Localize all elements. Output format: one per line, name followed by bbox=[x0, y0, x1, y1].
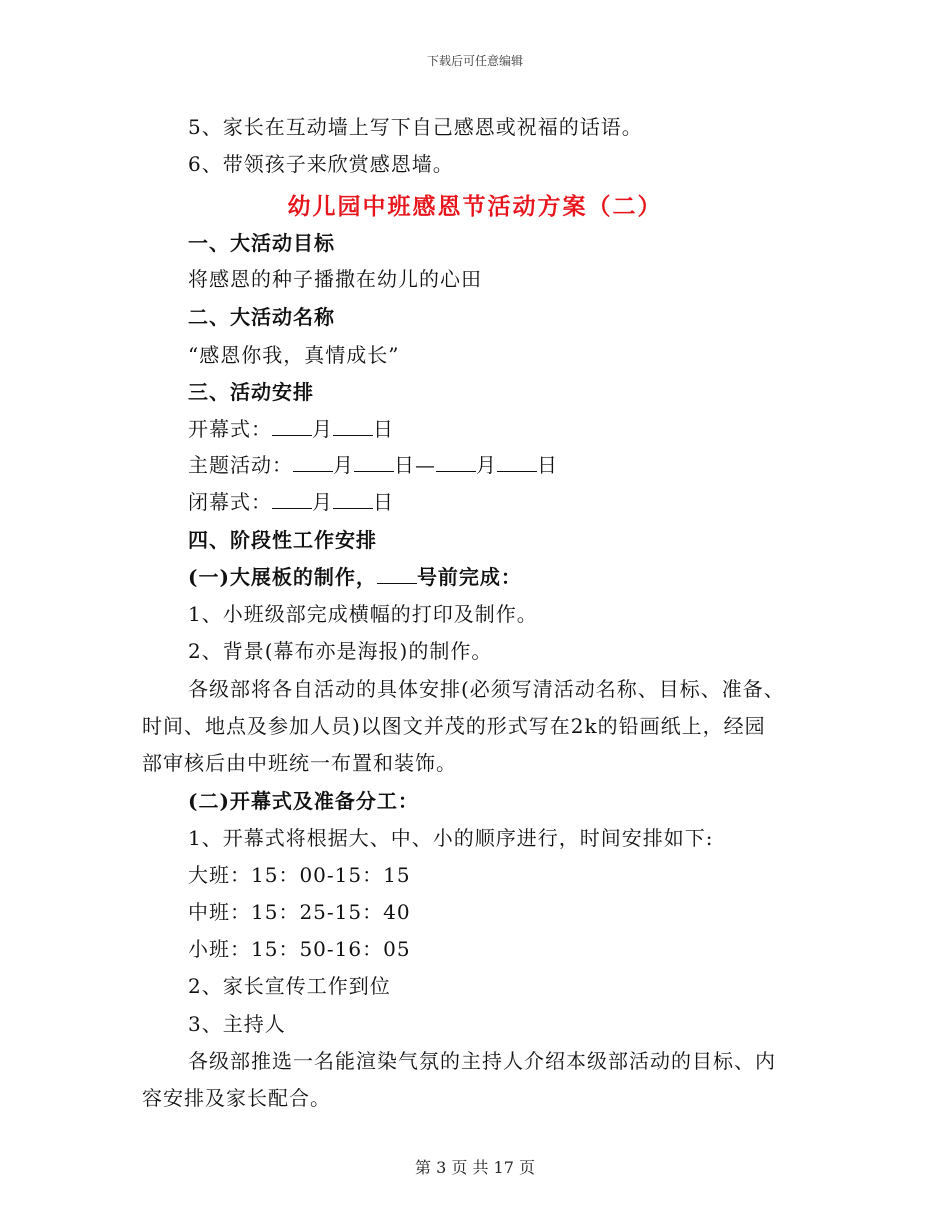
blank-line bbox=[354, 453, 394, 472]
day-label: 日 bbox=[373, 490, 394, 514]
paragraph-opening-order: 1、开幕式将根据大、中、小的顺序进行，时间安排如下: bbox=[188, 826, 714, 850]
theme-date-line bbox=[188, 452, 558, 478]
paragraph-host: 3、主持人 bbox=[188, 1012, 286, 1036]
blank-line bbox=[497, 453, 537, 472]
paragraph-arrangement-2: 时间、地点及参加人员)以图文并茂的形式写在2k的铅画纸上，经园 bbox=[142, 714, 766, 738]
blank-line bbox=[272, 490, 312, 509]
paragraph-goal: 将感恩的种子播撒在幼儿的心田 bbox=[188, 267, 482, 291]
section-heading-3: 三、活动安排 bbox=[188, 380, 314, 404]
section-heading-2: 二、大活动名称 bbox=[188, 305, 335, 329]
month-label: 月 bbox=[333, 453, 354, 477]
theme-label: 主题活动： bbox=[188, 453, 293, 477]
subsection-1-label: (一)大展板的制作， bbox=[188, 565, 377, 589]
schedule-middle-class: 中班：15：25-15：40 bbox=[188, 900, 411, 924]
page-header: 下载后可任意编辑 bbox=[426, 54, 523, 68]
page-footer: 第 3 页 共 17 页 bbox=[415, 1158, 535, 1177]
blank-line bbox=[333, 417, 373, 436]
closing-date-line bbox=[188, 489, 394, 515]
schedule-small-class: 小班：15：50-16：05 bbox=[188, 937, 411, 961]
schedule-big-class: 大班：15：00-15：15 bbox=[188, 863, 411, 887]
month-label: 月 bbox=[312, 417, 333, 441]
day-dash-label: 日— bbox=[394, 453, 436, 477]
subsection-1-deadline: 号前完成： bbox=[416, 565, 522, 589]
blank-line bbox=[293, 453, 333, 472]
day-label: 日 bbox=[537, 453, 558, 477]
subsection-heading-1 bbox=[188, 564, 522, 590]
month-label: 月 bbox=[476, 453, 497, 477]
document-title: 幼儿园中班感恩节活动方案（二） bbox=[287, 194, 663, 220]
blank-line bbox=[377, 565, 417, 584]
paragraph-host-detail-1: 各级部推选一名能渲染气氛的主持人介绍本级部活动的目标、内 bbox=[188, 1049, 776, 1073]
paragraph-name: “感恩你我，真情成长” bbox=[188, 343, 400, 367]
paragraph-banner: 1、小班级部完成横幅的打印及制作。 bbox=[188, 602, 538, 626]
paragraph-arrangement-3: 部审核后由中班统一布置和装饰。 bbox=[142, 751, 457, 775]
month-label: 月 bbox=[312, 490, 333, 514]
opening-date-line bbox=[188, 416, 394, 442]
opening-label: 开幕式： bbox=[188, 417, 272, 441]
closing-label: 闭幕式： bbox=[188, 490, 272, 514]
blank-line bbox=[272, 417, 312, 436]
paragraph-background: 2、背景(幕布亦是海报)的制作。 bbox=[188, 639, 493, 663]
paragraph-parent-publicity: 2、家长宣传工作到位 bbox=[188, 974, 391, 998]
blank-line bbox=[333, 490, 373, 509]
paragraph-arrangement-1: 各级部将各自活动的具体安排(必须写清活动名称、目标、准备、 bbox=[188, 677, 785, 701]
paragraph-item-5: 5、家长在互动墙上写下自己感恩或祝福的话语。 bbox=[188, 115, 643, 139]
section-heading-4: 四、阶段性工作安排 bbox=[188, 528, 377, 552]
day-label: 日 bbox=[373, 417, 394, 441]
section-heading-1: 一、大活动目标 bbox=[188, 231, 335, 255]
paragraph-host-detail-2: 容安排及家长配合。 bbox=[142, 1086, 331, 1110]
subsection-heading-2: (二)开幕式及准备分工： bbox=[188, 789, 419, 813]
paragraph-item-6: 6、带领孩子来欣赏感恩墙。 bbox=[188, 152, 454, 176]
blank-line bbox=[436, 453, 476, 472]
